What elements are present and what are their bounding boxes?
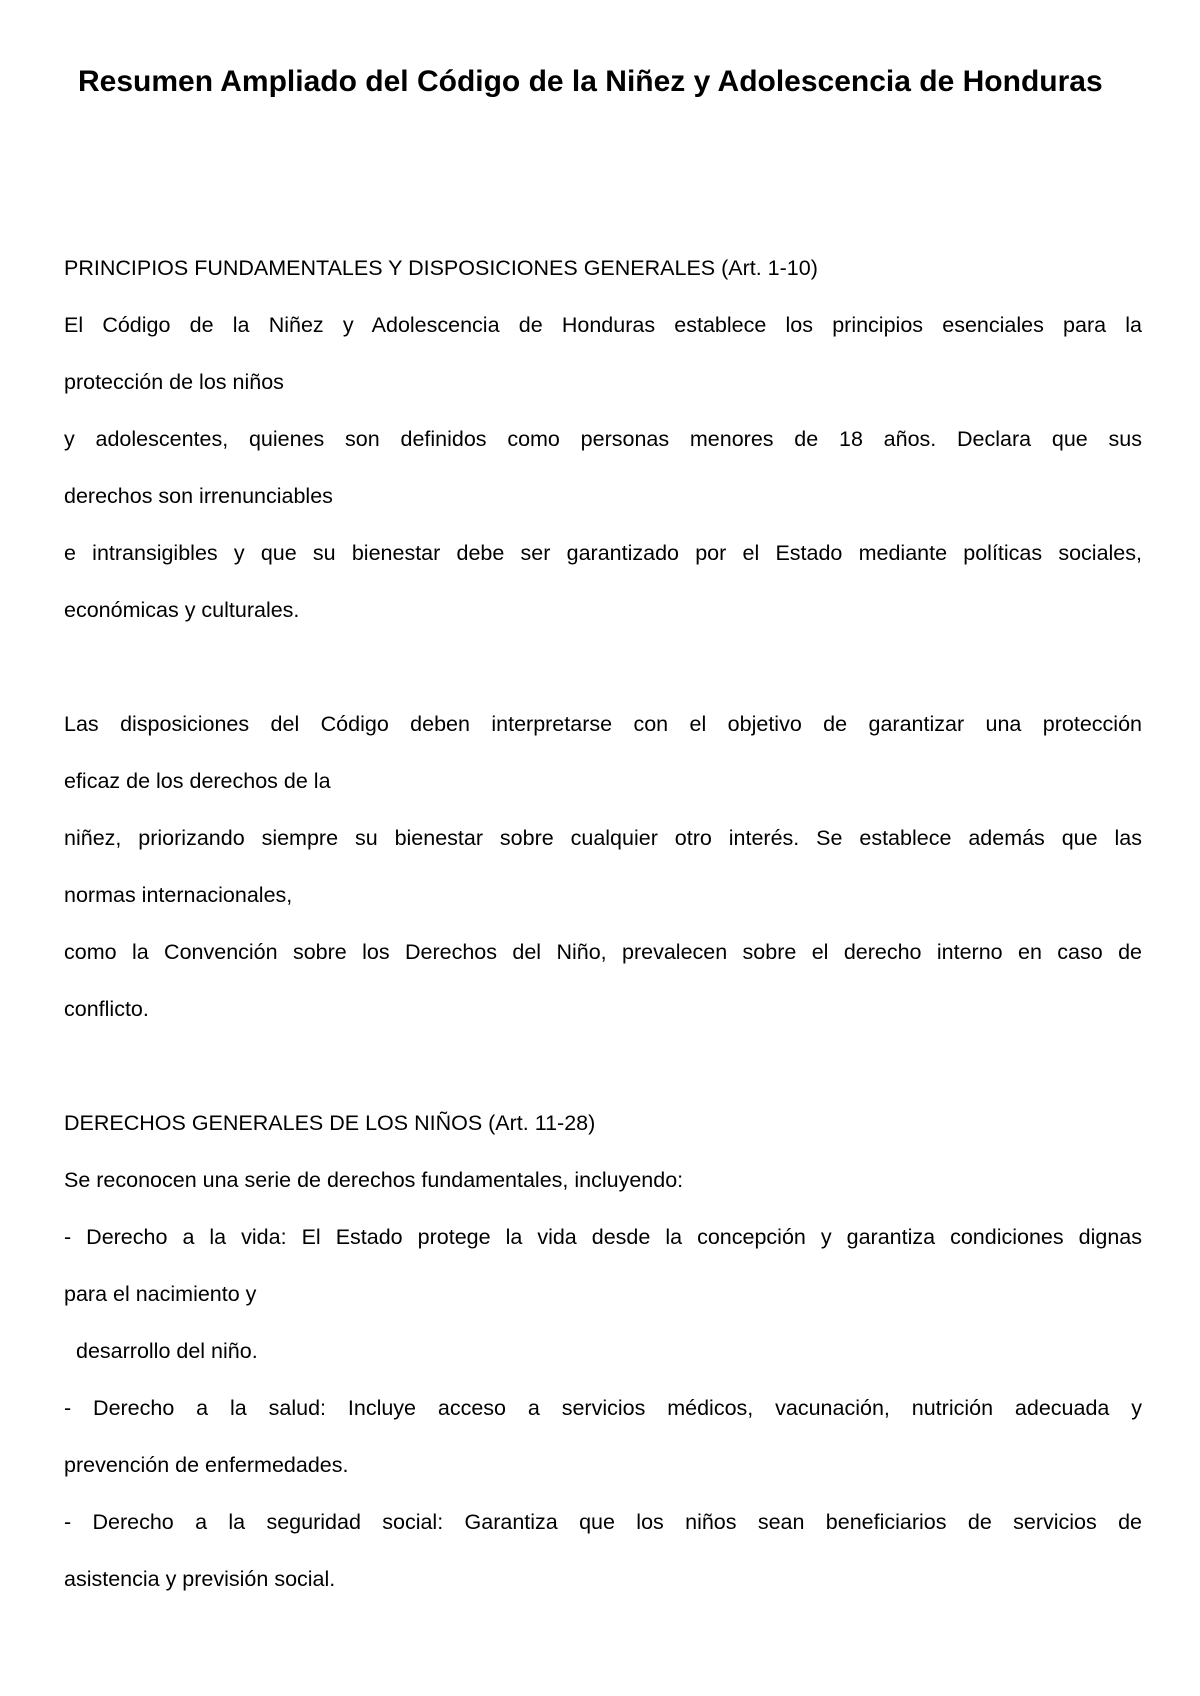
paragraph-spacer	[64, 639, 1142, 696]
paragraph-line: conflicto.	[64, 997, 149, 1021]
paragraph-line: e intransigibles y que su bienestar debe ser garantizado por el Estado mediante políticas sociales,	[64, 541, 1142, 565]
paragraph-line: Las disposiciones del Código deben interpretarse con el objetivo de garantizar una protección	[64, 712, 1142, 736]
list-item-line: para el nacimiento y	[64, 1282, 257, 1306]
list-item-line: - Derecho a la vida: El Estado protege la vida desde la concepción y garantiza condiciones dignas	[64, 1225, 1142, 1249]
document-body	[64, 240, 1142, 1608]
paragraph-line: derechos son irrenunciables	[64, 484, 333, 508]
paragraph-line: niñez, priorizando siempre su bienestar sobre cualquier otro interés. Se establece además que las	[64, 826, 1142, 850]
section-heading-principios: PRINCIPIOS FUNDAMENTALES Y DISPOSICIONES GENERALES (Art. 1-10)	[64, 256, 818, 280]
section-intro: Se reconocen una serie de derechos fundamentales, incluyendo:	[64, 1168, 684, 1192]
list-item-line: - Derecho a la salud: Incluye acceso a servicios médicos, vacunación, nutrición adecuada y	[64, 1396, 1142, 1420]
section-heading-derechos: DERECHOS GENERALES DE LOS NIÑOS (Art. 11-28)	[64, 1111, 596, 1135]
paragraph-line: eficaz de los derechos de la	[64, 769, 331, 793]
paragraph-line: económicas y culturales.	[64, 598, 300, 622]
list-item-line: asistencia y previsión social.	[64, 1567, 336, 1591]
paragraph-spacer	[64, 1038, 1142, 1095]
paragraph-line: normas internacionales,	[64, 883, 293, 907]
paragraph-line: protección de los niños	[64, 370, 284, 394]
paragraph-line: como la Convención sobre los Derechos del Niño, prevalecen sobre el derecho interno en caso de	[64, 940, 1142, 964]
list-item-line: - Derecho a la seguridad social: Garantiza que los niños sean beneficiarios de servicios de	[64, 1510, 1142, 1534]
paragraph-line: y adolescentes, quienes son definidos como personas menores de 18 años. Declara que sus	[64, 427, 1142, 451]
list-item-line: desarrollo del niño.	[76, 1339, 258, 1363]
list-item-line: prevención de enfermedades.	[64, 1453, 349, 1477]
paragraph-line: El Código de la Niñez y Adolescencia de Honduras establece los principios esenciales para la	[64, 313, 1142, 337]
document-title: Resumen Ampliado del Código de la Niñez y Adolescencia de Honduras	[78, 65, 1103, 98]
